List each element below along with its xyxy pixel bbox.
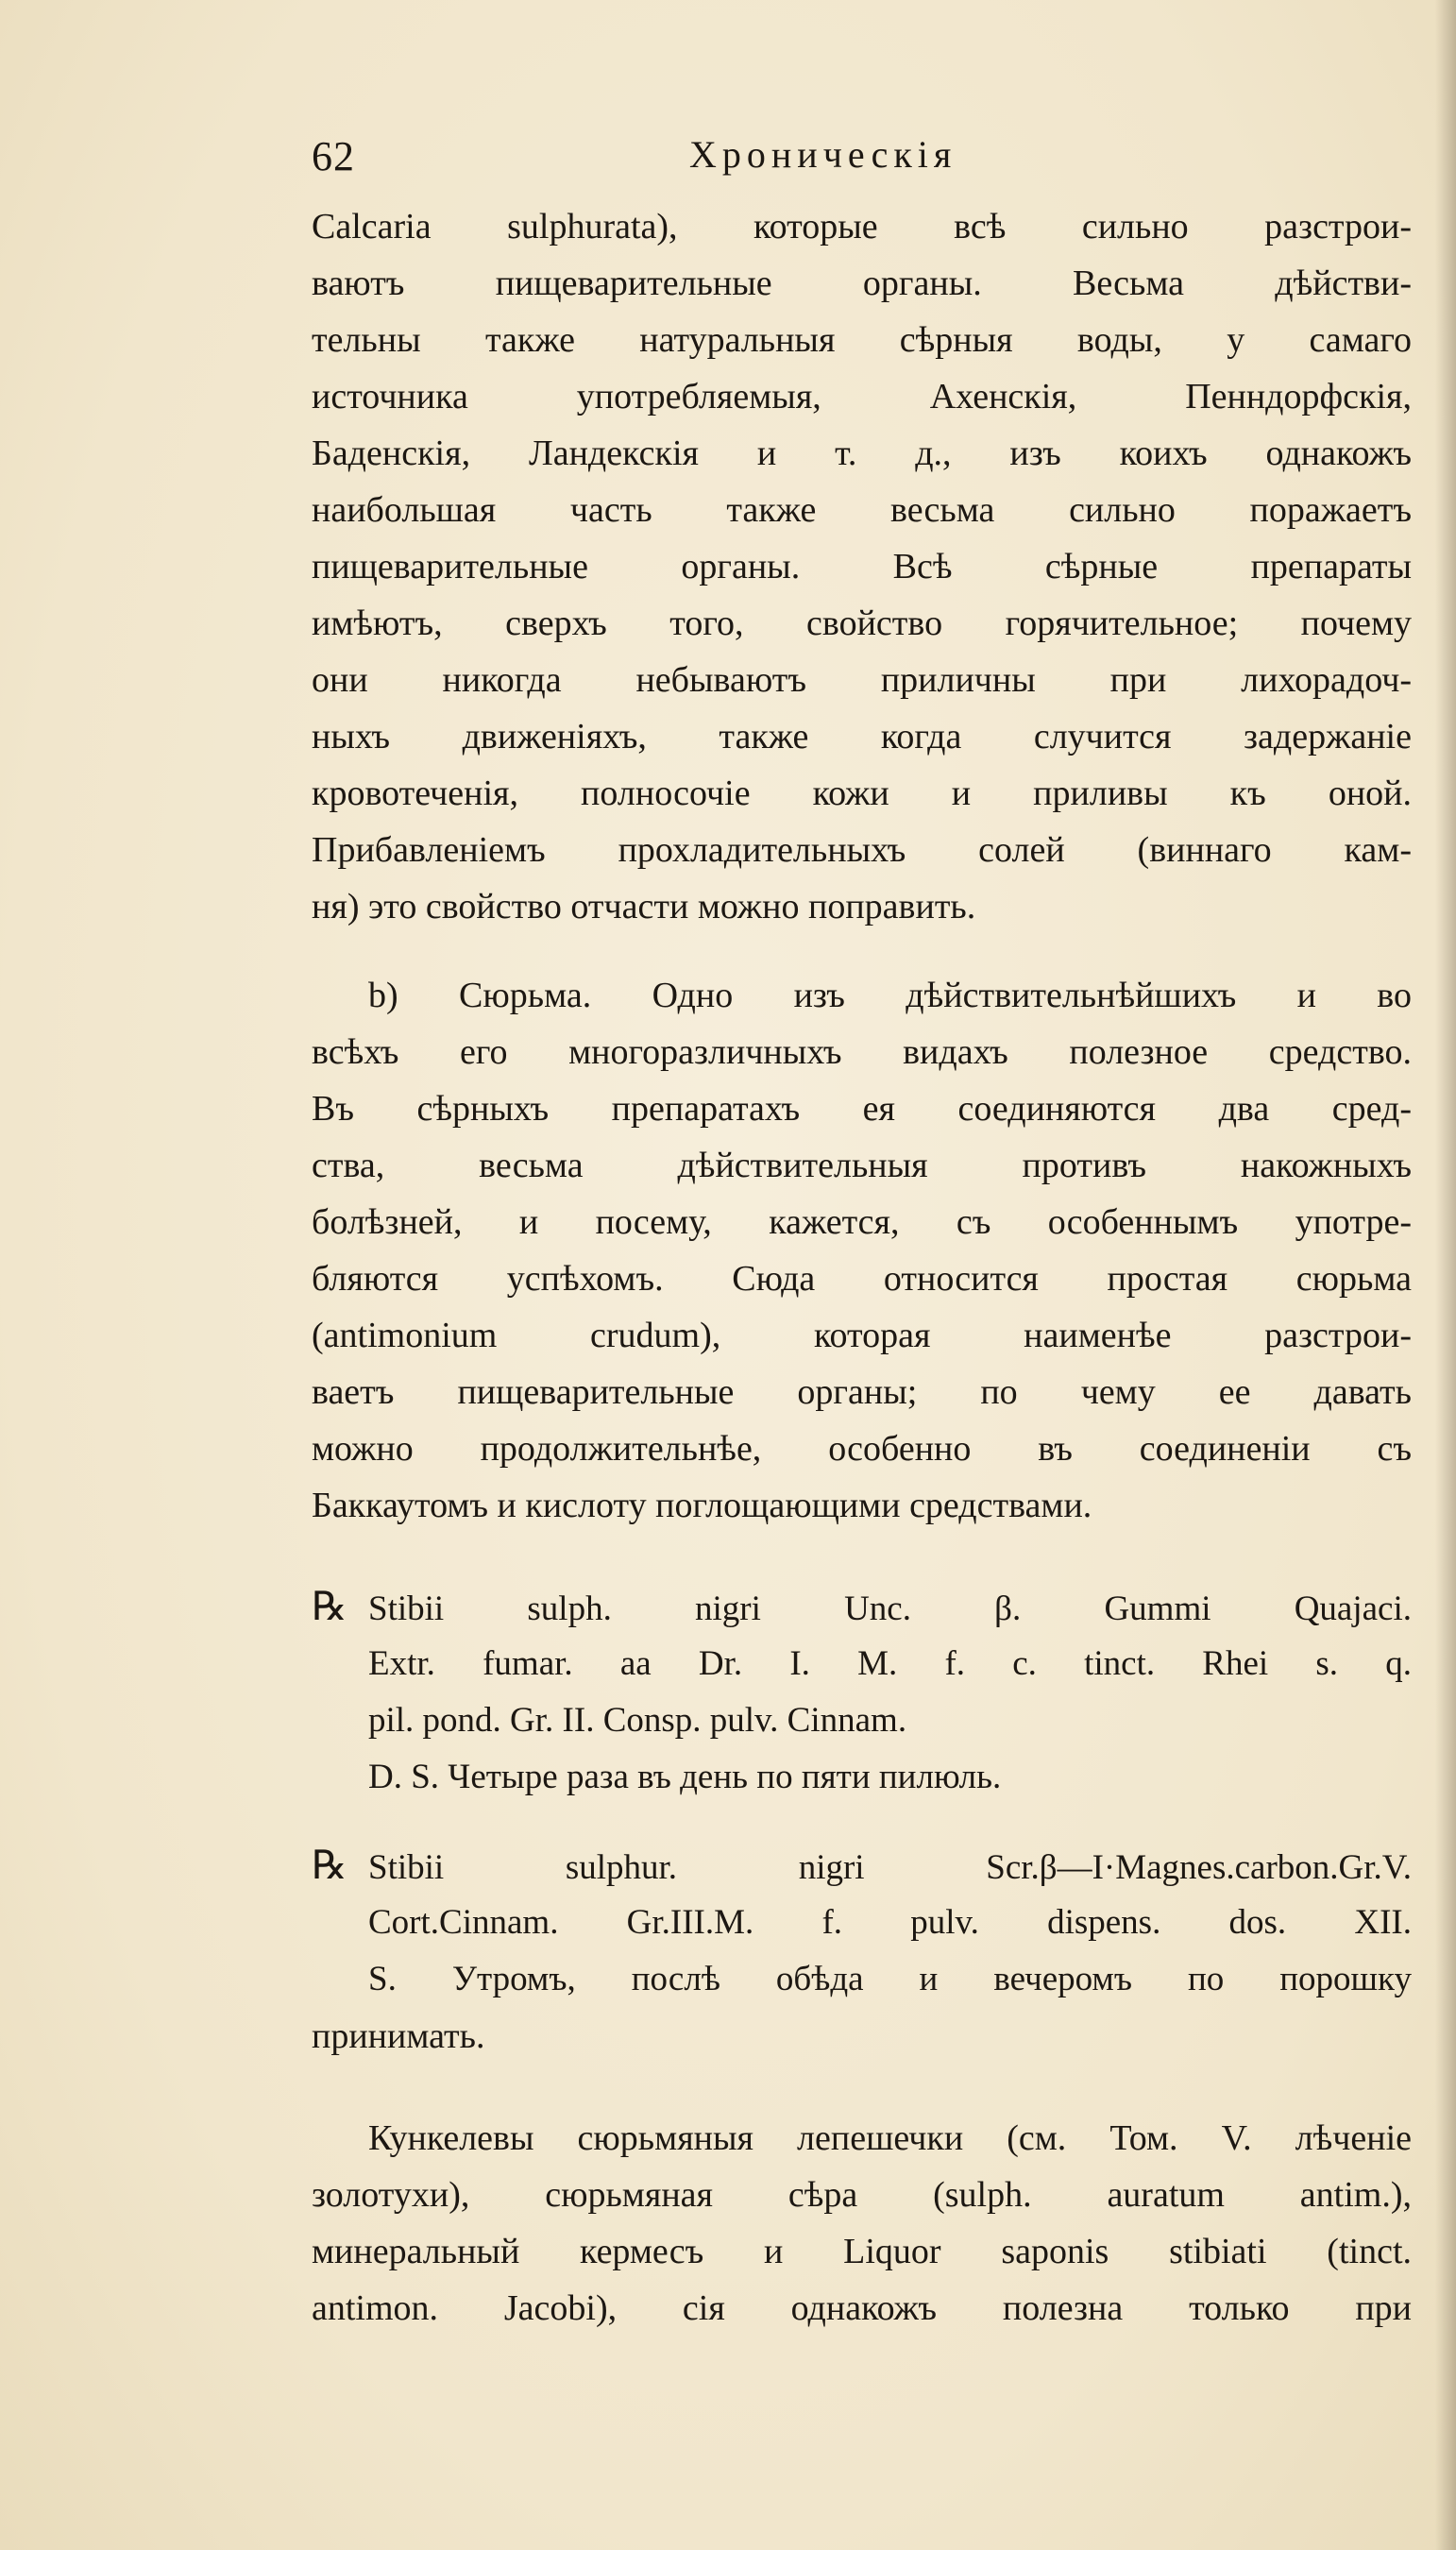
text-line: Прибавленіемъ прохладительныхъ солей (виннаго кам- (312, 830, 1412, 870)
text-line: золотухи), сюрьмяная сѣра (sulph. auratum antim.), (312, 2175, 1412, 2215)
prescription-line: Stibii sulph. nigri Unc. β. Gummi Quajaci. (368, 1590, 1412, 1628)
text-line: можно продолжительнѣе, особенно въ соединеніи съ (312, 1429, 1412, 1469)
prescription-line: Stibii sulphur. nigri Scr.β—I·Magnes.carbon.Gr.V. (368, 1848, 1412, 1887)
text-line: Кункелевы сюрьмяныя лепешечки (см. Том. V. лѣченіе (368, 2118, 1412, 2158)
text-line: бляются успѣхомъ. Сюда относится простая сюрьма (312, 1259, 1412, 1299)
paragraph-kunkel (312, 2110, 1412, 2337)
page-number: 62 (312, 133, 355, 179)
prescription-1 (312, 1579, 1412, 1806)
text-line: Баденскія, Ландекскія и т. д., изъ коихъ однакожъ (312, 434, 1412, 473)
text-line: ства, весьма дѣйствительныя противъ накожныхъ (312, 1146, 1412, 1185)
text-line: Баккаутомъ и кислоту поглощающими средствами. (312, 1486, 1092, 1525)
text-line: b) Сюрьма. Одно изъ дѣйствительнѣйшихъ и во (368, 976, 1412, 1015)
paragraph-antimony (312, 967, 1412, 1534)
prescription-signa-continued: принимать. (312, 2016, 485, 2056)
prescription-line: pil. pond. Gr. II. Consp. pulv. Cinnam. (368, 1701, 907, 1740)
text-line: (antimonium crudum), которая наименѣе разстрои- (312, 1316, 1412, 1355)
recipe-sign: ℞ (312, 1844, 347, 1888)
page-edge-shadow (1435, 0, 1456, 2550)
recipe-sign: ℞ (312, 1586, 347, 1629)
text-line: ваютъ пищеварительные органы. Весьма дѣйстви- (312, 264, 1412, 303)
text-line: минеральный кермесъ и Liquor saponis stibiati (tinct. (312, 2232, 1412, 2271)
text-line: Calcaria sulphurata), которые всѣ сильно разстрои- (312, 207, 1412, 246)
text-line: Въ сѣрныхъ препаратахъ ея соединяются два сред- (312, 1089, 1412, 1129)
text-line: источника употребляемыя, Ахенскія, Пенндорфскія, (312, 377, 1412, 416)
text-line: ваетъ пищеварительные органы; по чему ее давать (312, 1372, 1412, 1412)
text-line: пищеварительные органы. Всѣ сѣрные препараты (312, 547, 1412, 586)
text-line: ныхъ движеніяхъ, также когда случится задержаніе (312, 717, 1412, 756)
page-text (312, 198, 1412, 2337)
text-line: тельны также натуральныя сѣрныя воды, у самаго (312, 320, 1412, 360)
text-line: они никогда небываютъ приличны при лихорадоч- (312, 660, 1412, 700)
text-line: кровотеченія, полносочіе кожи и приливы къ оной. (312, 774, 1412, 813)
prescription-2 (312, 1838, 1412, 2008)
prescription-signa: S. Утромъ, послѣ обѣда и вечеромъ по порошку (368, 1960, 1412, 1998)
text-line: ня) это свойство отчасти можно поправить. (312, 887, 976, 926)
running-head: Хроническія (689, 133, 957, 176)
text-line: болѣзней, и посему, кажется, съ особеннымъ употре- (312, 1202, 1412, 1242)
prescription-line: Extr. fumar. aa Dr. I. M. f. c. tinct. Rhei s. q. (368, 1644, 1412, 1683)
text-line: имѣютъ, сверхъ того, свойство горячительное; почему (312, 604, 1412, 643)
paragraph-sulphur (312, 198, 1412, 935)
text-line: наибольшая часть также весьма сильно поражаетъ (312, 490, 1412, 530)
text-line: всѣхъ его многоразличныхъ видахъ полезное средство. (312, 1032, 1412, 1072)
prescription-signa: D. S. Четыре раза въ день по пяти пилюль. (368, 1758, 1002, 1796)
text-line: antimon. Jacobi), сія однакожъ полезна только при (312, 2288, 1412, 2328)
prescription-line: Cort.Cinnam. Gr.III.M. f. pulv. dispens. dos. XII. (368, 1903, 1412, 1942)
page-header (312, 132, 1426, 189)
